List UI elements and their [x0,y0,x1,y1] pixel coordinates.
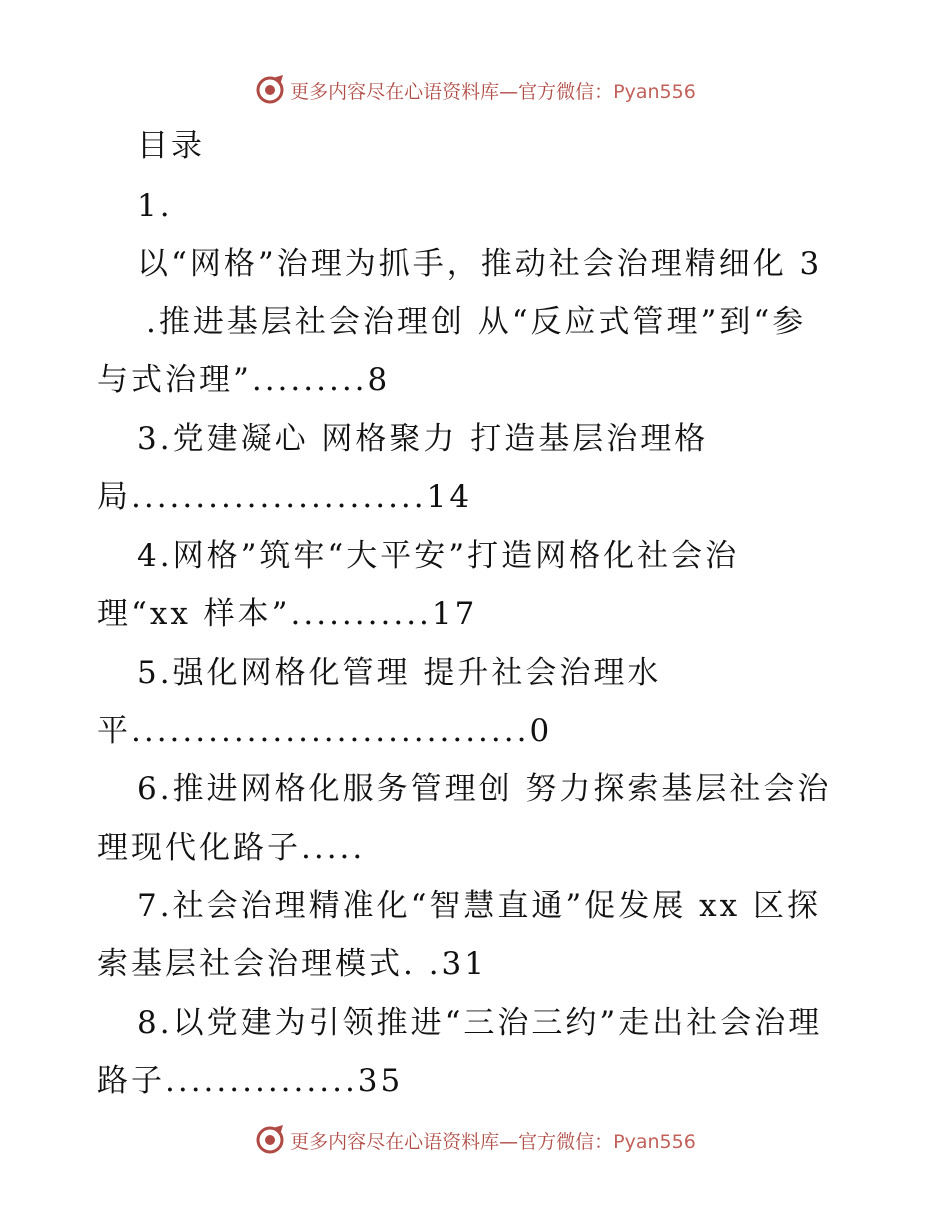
toc-line: 局.......................14 [97,479,473,515]
watermark-text: 更多内容尽在心语资料库—官方微信：Pyan556 [290,80,696,103]
toc-line: 以“网格”治理为抓手，推动社会治理精细化 3 [137,246,823,282]
watermark-banner-bottom [0,1120,950,1160]
watermark-text: 更多内容尽在心语资料库—官方微信：Pyan556 [290,1130,696,1153]
toc-line: 3.党建凝心 网格聚力 打造基层治理格 [137,421,709,457]
toc-line: 5.强化网格化管理 提升社会治理水 [137,655,662,691]
toc-line: 索基层社会治理模式. .31 [97,946,488,982]
toc-line: 理“xx 样本”...........17 [97,596,478,632]
toc-title: 目录 [137,128,205,164]
toc-line: 6.推进网格化服务管理创 努力探索基层社会治 [137,771,832,807]
toc-line: 4.网格”筑牢“大平安”打造网格化社会治 [137,538,740,574]
toc-line: 路子...............35 [97,1063,404,1099]
toc-line: 1. [137,188,173,224]
pen-logo-icon [254,1124,286,1156]
toc-line: 7.社会治理精准化“智慧直通”促发展 xx 区探 [137,888,821,924]
toc-line: 8.以党建为引领推进“三治三约”走出社会治理 [137,1005,823,1041]
toc-line: 与式治理”.........8 [97,362,391,398]
toc-line: .推进基层社会治理创 从“反应式管理”到“参 [146,304,807,340]
toc-line: 理现代化路子..... [97,830,366,866]
toc-line: 平...............................0 [97,713,553,749]
